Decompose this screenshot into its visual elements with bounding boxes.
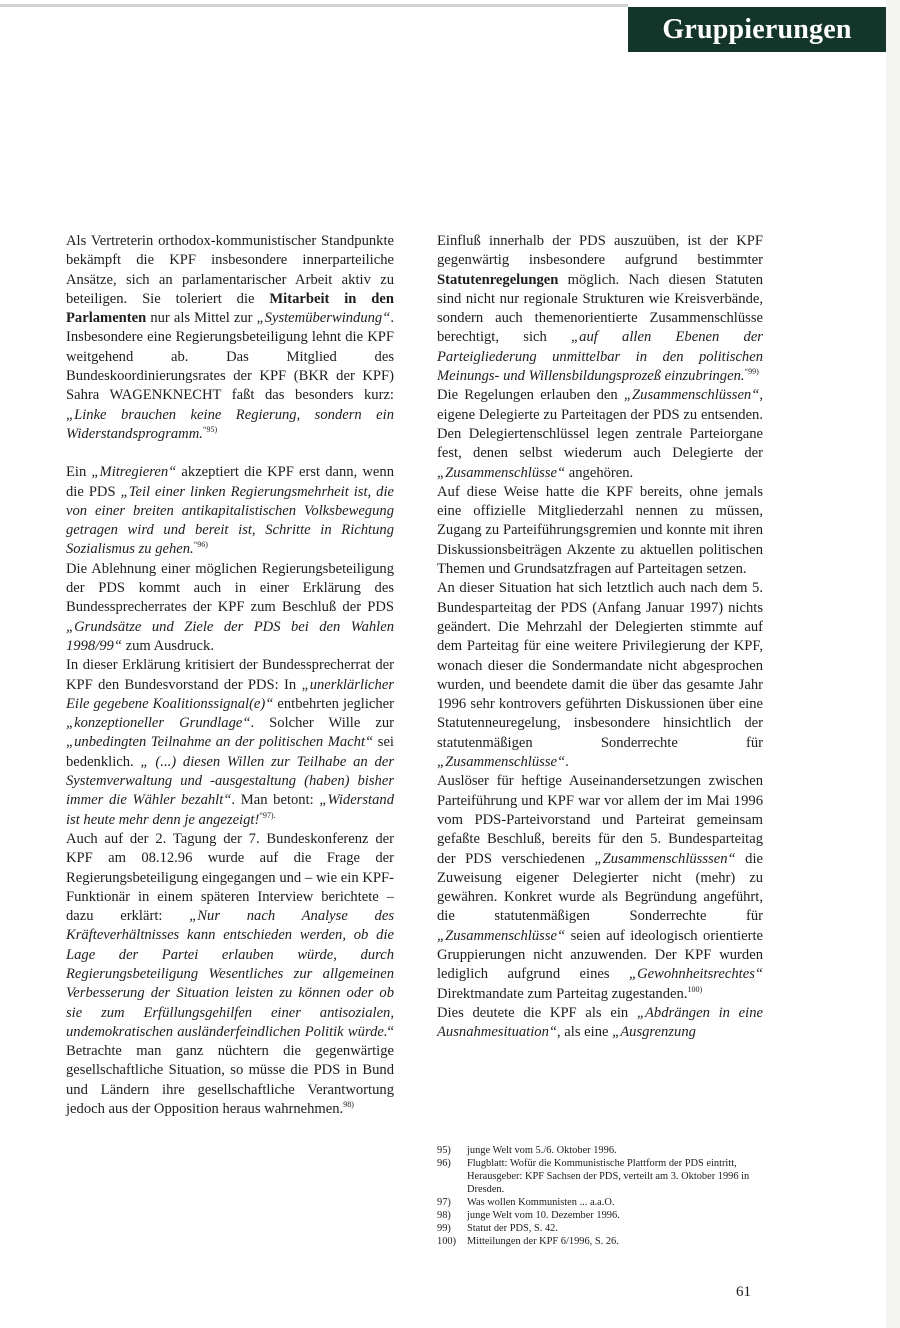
paragraph: Als Vertreterin orthodox-kommunistischer Standpunkte bekämpft die KPF insbesondere innerparteiliche Ansätze, sich an parlamentarischer Arbeit aktiv zu beteiligen. Sie toleriert die Mitarbeit in den Parlamenten nur als Mittel zur „Systemüberwindung“. Insbesondere eine Regierungsbeteiligung lehnt die KPF weitgehend ab. Das Mitglied des Bundeskoordinierungsrates der KPF (BKR der KPF) Sahra WAGENKNECHT faßt das besonders kurz: „Linke brauchen keine Regierung, sondern ein Widerstandsprogramm.$^{“95)}$ xyxy=(66,233,395,442)
page-number: 61 xyxy=(736,1284,751,1300)
left-column xyxy=(66,232,394,1119)
footnote: 97) Was wollen Kommunisten ... a.a.O. xyxy=(437,1197,615,1208)
paragraph: Auf diese Weise hatte die KPF bereits, ohne jemals eine offizielle Mitgliederzahl nennen zu müssen, Zugang zu Parteiführungsgremien und konnte mit ihren Diskussionsbeiträgen Akzente zu aktuellen politischen Themen und Grundsatzfragen auf Parteitagen setzen. xyxy=(437,483,763,578)
paragraph: Auch auf der 2. Tagung der 7. Bundeskonferenz der KPF am 08.12.96 wurde auf die Frage der Regierungsbeteiligung eingegangen und – wie ein KPF-Funktionär in einem späteren Interview berichtete – dazu erklärt: „Nur nach Analyse des Kräfteverhältnisses kann entschieden werden, ob die Lage der Partei erlauben würde, durch Regierungsbeteiligung Wesentliches zur allgemeinen Verbesserung der Situation leisten zu können oder ob sie zum Erfüllungsgehilfen einer antisozialen, undemokratischen ausländerfeindlichen Politik würde.“ Betrachte man ganz nüchtern die gegenwärtige gesellschaftliche Situation, so müsse die PDS in Bund und Ländern ihre gesellschaftliche Verantwortung jedoch aus der Opposition heraus wahrnehmen.$^{98)}$ xyxy=(66,830,395,1118)
paragraph: Auslöser für heftige Auseinandersetzungen zwischen Parteiführung und KPF war vor allem der im Mai 1996 vom PDS-Parteivorstand und Parteirat gemeinsam gefaßte Beschluß, bereits für den 5. Bundesparteitag der PDS verschiedenen „Zusammenschlüsssen“ die Zuweisung eigener Delegierter nicht (mehr) zu gewähren. Konkret wurde als Begründung angeführt, die statutenmäßigen Sonderrechte für „Zusammenschlüsse“ seien auf ideologisch orientierte Gruppierungen nicht anzuwenden. Der KPF wurden lediglich aufgrund eines „Gewohnheitsrechtes“ Direktmandate zum Parteitag zugestanden.$^{100)}$ xyxy=(437,773,763,1002)
footnote-ref: 100) xyxy=(687,984,703,994)
footnote: 96) Flugblatt: Wofür die Kommunistische Plattform der PDS eintritt, Herausgeber: KPF Sachsen der PDS, verteilt am 3. Oktober 1996 in Dresden. xyxy=(437,1158,750,1195)
paragraph: Dies deutete die KPF als ein „Abdrängen in eine Ausnahmesituation“, als eine „Ausgrenzung xyxy=(437,1004,763,1041)
paragraph: In dieser Erklärung kritisiert der Bundessprecherrat der KPF den Bundesvorstand der PDS: In „unerklärlicher Eile gegebene Koalitionssignal(e)“ entbehrten jeglicher „konzeptioneller Grundlage“. Solcher Wille zur „unbedingten Teilnahme an der politischen Macht“ sei bedenklich. „ (...) diesen Willen zur Teilhabe an der Systemverwaltung und -ausgestaltung (haben) bisher immer die Wähler bezahlt“. Man betont: „Widerstand ist heute mehr denn je angezeigt!$^{“97).}$ xyxy=(66,657,395,828)
footnote: 98) junge Welt vom 10. Dezember 1996. xyxy=(437,1210,620,1221)
footnote-ref: 98) xyxy=(343,1100,354,1110)
footnote-ref: “97). xyxy=(259,810,276,820)
paragraph: Die Regelungen erlauben den „Zusammenschlüssen“, eigene Delegierte zu Parteitagen der PDS zu entsenden. Den Delegiertenschlüssel legen zentrale Parteiorgane fest, denen selbst wiederum auch Delegierte der „Zusammenschlüsse“ angehören. xyxy=(437,387,763,481)
footnote-ref: “99) xyxy=(744,367,759,377)
footnote: 99) Statut der PDS, S. 42. xyxy=(437,1223,558,1234)
footnote: 100) Mitteilungen der KPF 6/1996, S. 26. xyxy=(437,1236,619,1247)
footnotes xyxy=(437,1144,767,1248)
section-title: Gruppierungen xyxy=(628,7,886,52)
right-column xyxy=(437,232,763,1042)
footnote: 95) junge Welt vom 5./6. Oktober 1996. xyxy=(437,1145,617,1156)
header-rule xyxy=(0,4,628,7)
paragraph: Die Ablehnung einer möglichen Regierungsbeteiligung der PDS kommt auch in einer Erklärung des Bundessprecherrates der KPF zum Beschluß der PDS „Grundsätze und Ziele der PDS bei den Wahlen 1998/99“ zum Ausdruck. xyxy=(66,560,394,654)
footnote-ref: “95) xyxy=(202,424,218,434)
paragraph: An dieser Situation hat sich letztlich auch nach dem 5. Bundesparteitag der PDS (Anfang Januar 1997) nichts geändert. Die Mehrzahl der Delegierten stimmte auf dem Parteitag für eine weitere Privilegierung der KPF, wonach dieser die Sondermandate nicht abgesprochen wurden, und beendete damit die über das gesamte Jahr 1996 sehr kontrovers geführten Diskussionen über eine Statutenneuregelung, insbesondere hinsichtlich der statutenmäßigen Sonderrechte für „Zusammenschlüsse“. xyxy=(437,580,763,771)
footnote-ref: “96) xyxy=(193,540,208,550)
paragraph: Ein „Mitregieren“ akzeptiert die KPF erst dann, wenn die PDS „Teil einer linken Regierungsmehrheit ist, die von einer breiten antikapitalistischen Volksbewegung getragen wird und bereit ist, Schritte in Richtung Sozialismus zu gehen.$^{“96)}$ xyxy=(66,464,394,558)
paragraph: Einfluß innerhalb der PDS auszuüben, ist der KPF gegenwärtig insbesondere aufgrund bestimmter Statutenregelungen möglich. Nach diesen Statuten sind nicht nur regionale Strukturen wie Kreisverbände, sondern auch themenorientierte Zusammenschlüsse berechtigt, sich „auf allen Ebenen der Parteigliederung unmittelbar in den politischen Meinungs- und Willensbildungsprozeß einzubringen.$^{“99)}$ xyxy=(437,233,763,385)
